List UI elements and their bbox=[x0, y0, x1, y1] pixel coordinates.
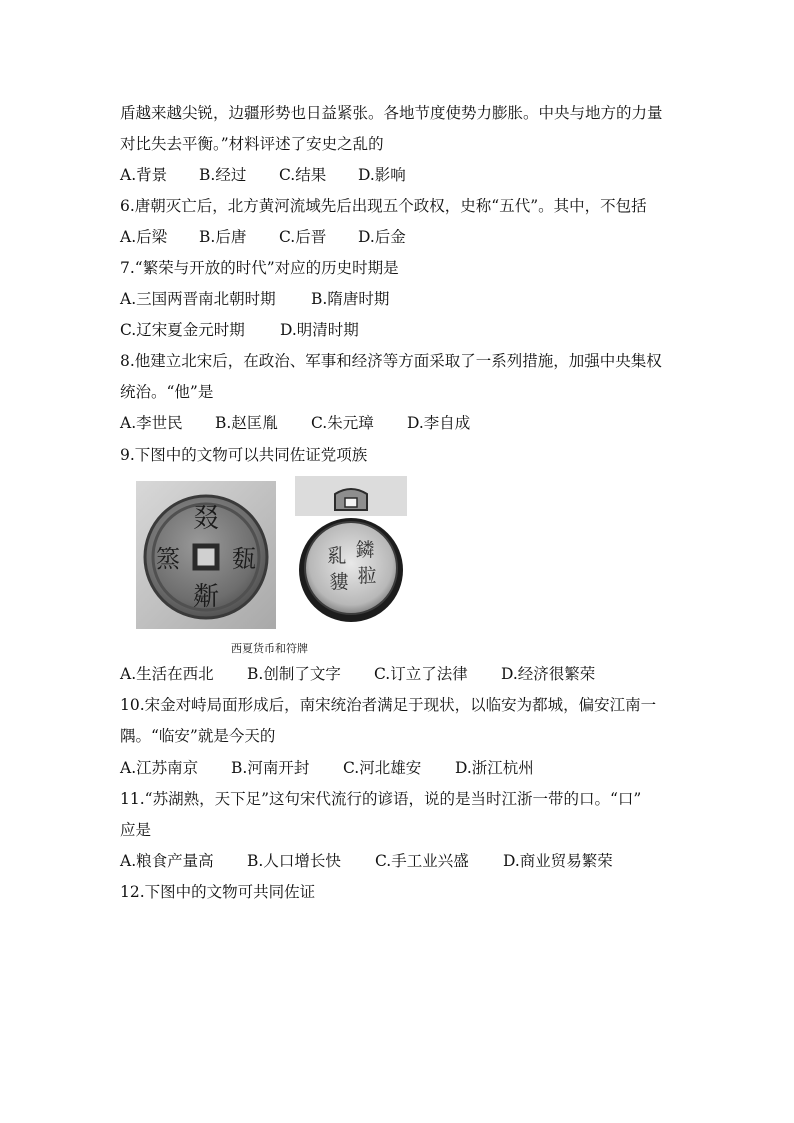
q5-option-c[interactable]: C.结果 bbox=[279, 166, 327, 184]
q6-option-d[interactable]: D.后金 bbox=[358, 228, 406, 246]
q8-option-d[interactable]: D.李自成 bbox=[407, 414, 471, 432]
q10-option-b[interactable]: B.河南开封 bbox=[231, 759, 310, 777]
tally-char-1: 乿 bbox=[327, 545, 347, 567]
q8-option-c[interactable]: C.朱元璋 bbox=[311, 414, 374, 432]
q7-option-a[interactable]: A.三国两晋南北朝时期 bbox=[120, 290, 276, 308]
q11-option-c[interactable]: C.手工业兴盛 bbox=[375, 852, 469, 870]
q8-stem-line1: 8.他建立北宋后，在政治、军事和经济等方面采取了一系列措施，加强中央集权 bbox=[120, 352, 662, 370]
q8-option-b[interactable]: B.赵匡胤 bbox=[215, 414, 278, 432]
q7-options-row2 bbox=[120, 320, 359, 340]
q7-option-c[interactable]: C.辽宋夏金元时期 bbox=[120, 321, 245, 339]
q11-options bbox=[120, 851, 613, 871]
q11-option-a[interactable]: A.粮食产量高 bbox=[120, 852, 214, 870]
q11-stem-line1: 11.“苏湖熟，天下足”这句宋代流行的谚语，说的是当时江浙一带的口。“口” bbox=[120, 790, 642, 808]
q8-options bbox=[120, 413, 470, 433]
q11-option-d[interactable]: D.商业贸易繁荣 bbox=[503, 852, 613, 870]
q8-stem-line2: 统治。“他”是 bbox=[120, 383, 214, 401]
q6-option-a[interactable]: A.后梁 bbox=[120, 228, 168, 246]
q10-option-a[interactable]: A.江苏南京 bbox=[120, 759, 199, 777]
q5-option-d[interactable]: D.影响 bbox=[358, 166, 406, 184]
coin-char-top: 叕 bbox=[192, 504, 220, 534]
tally-char-2: 鏻 bbox=[355, 539, 375, 561]
q6-options bbox=[120, 227, 406, 247]
q7-options-row1 bbox=[120, 289, 389, 309]
xixia-tally-image bbox=[295, 476, 407, 628]
q9-option-a[interactable]: A.生活在西北 bbox=[120, 665, 214, 683]
q10-option-c[interactable]: C.河北雄安 bbox=[343, 759, 422, 777]
q9-image-caption: 西夏货币和符牌 bbox=[231, 642, 308, 655]
coin-char-right: 瓾 bbox=[232, 545, 256, 573]
q5-stem-line2: 对比失去平衡。”材料评述了安史之乱的 bbox=[120, 135, 384, 153]
q7-option-b[interactable]: B.隋唐时期 bbox=[311, 290, 390, 308]
q8-option-a[interactable]: A.李世民 bbox=[120, 414, 183, 432]
q10-options bbox=[120, 758, 534, 778]
coin-char-bottom: 斴 bbox=[192, 582, 220, 612]
q10-option-d[interactable]: D.浙江杭州 bbox=[455, 759, 534, 777]
q9-options bbox=[120, 664, 595, 684]
q11-option-b[interactable]: B.人口增长快 bbox=[247, 852, 341, 870]
q5-options bbox=[120, 165, 406, 185]
q5-option-a[interactable]: A.背景 bbox=[120, 166, 168, 184]
tally-char-4: 翋 bbox=[357, 565, 377, 587]
q9-option-c[interactable]: C.订立了法律 bbox=[374, 665, 468, 683]
q9-option-b[interactable]: B.创制了文字 bbox=[247, 665, 341, 683]
q5-option-b[interactable]: B.经过 bbox=[199, 166, 247, 184]
q10-stem-line2: 隅。“临安”就是今天的 bbox=[120, 727, 276, 745]
q12-stem: 12.下图中的文物可共同佐证 bbox=[120, 883, 316, 901]
q5-stem-line1: 盾越来越尖锐，边疆形势也日益紧张。各地节度使势力膨胀。中央与地方的力量 bbox=[120, 104, 663, 122]
q6-option-b[interactable]: B.后唐 bbox=[199, 228, 247, 246]
xixia-coin-image bbox=[136, 481, 276, 629]
q7-option-d[interactable]: D.明清时期 bbox=[280, 321, 359, 339]
coin-char-left: 篜 bbox=[156, 545, 180, 573]
tally-char-3: 貗 bbox=[329, 571, 349, 593]
q9-option-d[interactable]: D.经济很繁荣 bbox=[501, 665, 596, 683]
q6-option-c[interactable]: C.后晋 bbox=[279, 228, 327, 246]
q10-stem-line1: 10.宋金对峙局面形成后，南宋统治者满足于现状，以临安为都城，偏安江南一 bbox=[120, 696, 657, 714]
q11-stem-line2: 应是 bbox=[120, 821, 152, 839]
q7-stem: 7.“繁荣与开放的时代”对应的历史时期是 bbox=[120, 259, 399, 277]
q9-stem: 9.下图中的文物可以共同佐证党项族 bbox=[120, 446, 368, 464]
q6-stem: 6.唐朝灭亡后，北方黄河流域先后出现五个政权，史称“五代”。其中，不包括 bbox=[120, 197, 647, 215]
